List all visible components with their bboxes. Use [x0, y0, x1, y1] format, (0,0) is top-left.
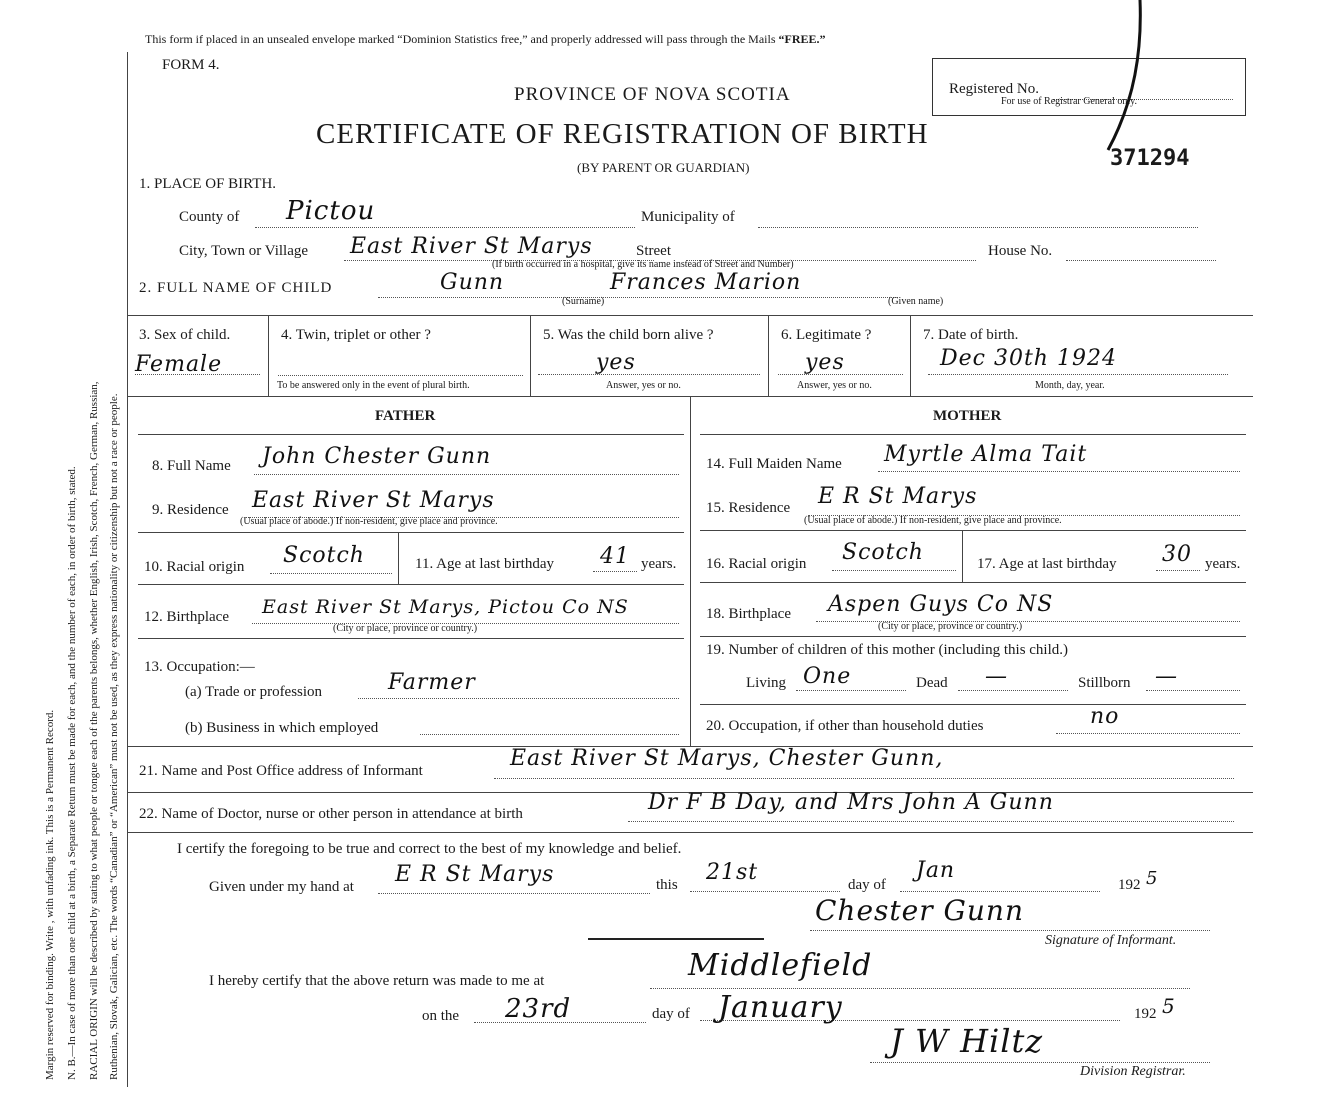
margin-binding-note: Margin reserved for binding. Write , with unfading ink. This is a Permanent Record.: [44, 709, 56, 1080]
father-name-label: 8. Full Name: [152, 458, 231, 474]
doctor-label: 22. Name of Doctor, nurse or other person in attendance at birth: [139, 806, 523, 822]
given-place-value: E R St Marys: [395, 862, 555, 887]
father-age-value: 41: [600, 544, 630, 569]
city-value: East River St Marys: [350, 234, 593, 259]
registered-label: Registered No.: [949, 81, 1039, 97]
given-under-label: Given under my hand at: [209, 879, 354, 895]
father-years: years.: [641, 556, 677, 572]
dead-label: Dead: [916, 675, 948, 691]
doctor-value: Dr F B Day, and Mrs John A Gunn: [648, 790, 1054, 815]
mother-birthplace-label: 18. Birthplace: [706, 606, 791, 622]
mother-residence-note: (Usual place of abode.) If non-resident, give place and province.: [804, 515, 1062, 526]
living-label: Living: [746, 675, 786, 691]
informant-signature: Chester Gunn: [815, 894, 1024, 927]
business-label: (b) Business in which employed: [185, 720, 379, 736]
father-occupation-label: 13. Occupation:—: [144, 659, 255, 675]
father-birthplace-value: East River St Marys, Pictou Co NS: [262, 596, 629, 618]
father-heading: FATHER: [375, 408, 436, 424]
day-of-label: day of: [848, 877, 886, 893]
separator-rule: [588, 938, 764, 940]
street-label: Street: [636, 243, 671, 259]
registrar-caption: Division Registrar.: [1080, 1064, 1186, 1079]
mother-residence-value: E R St Marys: [818, 484, 978, 509]
alive-value: yes: [596, 350, 636, 375]
registrar-certify-text: I hereby certify that the above return was made to me at: [209, 973, 545, 989]
father-residence-value: East River St Marys: [252, 488, 495, 513]
mother-years: years.: [1205, 556, 1241, 572]
registered-box: [932, 58, 1246, 116]
sex-value: Female: [135, 352, 223, 377]
twin-note: To be answered only in the event of plural birth.: [277, 380, 470, 391]
child-name-label: 2. FULL NAME OF CHILD: [139, 280, 333, 296]
county-value: Pictou: [286, 196, 376, 226]
children-count-label: 19. Number of children of this mother (including this child.): [706, 642, 1069, 658]
informant-label: 21. Name and Post Office address of Informant: [139, 763, 423, 779]
province-heading: PROVINCE OF NOVA SCOTIA: [514, 84, 791, 105]
dead-value: —: [985, 664, 1008, 689]
registrar-day-value: 23rd: [505, 994, 572, 1024]
municipality-label: Municipality of: [641, 209, 735, 225]
hospital-note: (If birth occurred in a hospital, give its name instead of Street and Number): [492, 259, 794, 270]
legitimate-label: 6. Legitimate ?: [781, 327, 872, 343]
given-year-prefix: 192: [1118, 877, 1141, 893]
mother-occupation-value: no: [1090, 704, 1120, 729]
twin-label: 4. Twin, triplet or other ?: [281, 327, 431, 343]
registrar-year-value: 5: [1162, 994, 1176, 1018]
county-label: County of: [179, 209, 240, 225]
given-month-value: Jan: [916, 858, 956, 883]
mother-name-label: 14. Full Maiden Name: [706, 456, 842, 472]
child-given-name: Frances Marion: [610, 270, 802, 295]
this-day-value: 21st: [706, 860, 759, 885]
certificate-number: 371294: [1110, 146, 1190, 171]
alive-label: 5. Was the child born alive ?: [543, 327, 714, 343]
father-race-value: Scotch: [283, 543, 365, 568]
stillborn-value: —: [1155, 664, 1178, 689]
given-name-caption: (Given name): [888, 296, 944, 307]
form-number: FORM 4.: [162, 57, 220, 73]
mother-age-value: 30: [1162, 542, 1192, 567]
this-label: this: [656, 877, 678, 893]
father-birthplace-note: (City or place, province or country.): [333, 623, 478, 634]
informant-value: East River St Marys, Chester Gunn,: [510, 746, 944, 771]
father-race-label: 10. Racial origin: [144, 559, 245, 575]
living-value: One: [803, 664, 852, 689]
certify-text: I certify the foregoing to be true and correct to the best of my knowledge and belief.: [177, 841, 682, 857]
father-residence-label: 9. Residence: [152, 502, 229, 518]
informant-signature-caption: Signature of Informant.: [1045, 933, 1177, 948]
registrar-signature: J W Hiltz: [890, 1022, 1044, 1060]
mother-heading: MOTHER: [933, 408, 1002, 424]
father-name-value: John Chester Gunn: [262, 444, 492, 469]
father-birthplace-label: 12. Birthplace: [144, 609, 229, 625]
mother-occupation-label: 20. Occupation, if other than household duties: [706, 718, 984, 734]
dob-label: 7. Date of birth.: [923, 327, 1019, 343]
trade-value: Farmer: [388, 670, 476, 695]
margin-racial-note-2: Ruthenian, Slovak, Galician, etc. The words “Canadian” or “American” must not be used, as they express nationality or citizenship but not a race or people.: [108, 393, 120, 1080]
mother-age-label: 17. Age at last birthday: [977, 556, 1117, 572]
trade-label: (a) Trade or profession: [185, 684, 323, 700]
child-surname: Gunn: [440, 270, 505, 295]
registrar-use-note: For use of Registrar General only.: [1001, 96, 1137, 107]
stillborn-label: Stillborn: [1078, 675, 1131, 691]
city-label: City, Town or Village: [179, 243, 309, 259]
mother-race-label: 16. Racial origin: [706, 556, 807, 572]
legitimate-value: yes: [805, 350, 845, 375]
margin-nb-note: N. B.—In case of more than one child at a birth, a Separate Return must be made for each, and the number of each, in order of birth, stated.: [66, 466, 78, 1080]
alive-caption: Answer, yes or no.: [606, 380, 681, 391]
house-number-label: House No.: [988, 243, 1053, 259]
given-year-value: 5: [1146, 868, 1159, 889]
mother-name-value: Myrtle Alma Tait: [884, 442, 1088, 467]
mother-race-value: Scotch: [842, 540, 924, 565]
place-of-birth-label: 1. PLACE OF BIRTH.: [139, 176, 277, 192]
mother-birthplace-value: Aspen Guys Co NS: [828, 592, 1054, 617]
sex-label: 3. Sex of child.: [139, 327, 231, 343]
margin-racial-note: RACIAL ORIGIN will be described by stating to what people or tongue each of the parents belongs, whether English, Irish, Scotch, French, German, Russian,: [88, 381, 100, 1080]
page-title: CERTIFICATE OF REGISTRATION OF BIRTH: [316, 118, 929, 150]
father-age-label: 11. Age at last birthday: [415, 556, 554, 572]
on-the-label: on the: [422, 1008, 460, 1024]
mail-note: This form if placed in an unsealed envelope marked “Dominion Statistics free,” and properly addressed will pass through the Mails “FREE.”: [145, 32, 826, 46]
mother-residence-label: 15. Residence: [706, 500, 791, 516]
registrar-month-value: January: [718, 990, 843, 1025]
mother-birthplace-note: (City or place, province or country.): [878, 621, 1023, 632]
registrar-day-of-label: day of: [652, 1006, 690, 1022]
surname-caption: (Surname): [562, 296, 605, 307]
father-residence-note: (Usual place of abode.) If non-resident, give place and province.: [240, 516, 498, 527]
ink-stroke-icon: [1100, 0, 1160, 160]
page-subtitle: (BY PARENT OR GUARDIAN): [577, 160, 750, 175]
registrar-year-prefix: 192: [1134, 1006, 1157, 1022]
dob-value: Dec 30th 1924: [940, 346, 1117, 371]
dob-caption: Month, day, year.: [1035, 380, 1105, 391]
registrar-place-value: Middlefield: [688, 948, 873, 983]
legitimate-caption: Answer, yes or no.: [797, 380, 872, 391]
